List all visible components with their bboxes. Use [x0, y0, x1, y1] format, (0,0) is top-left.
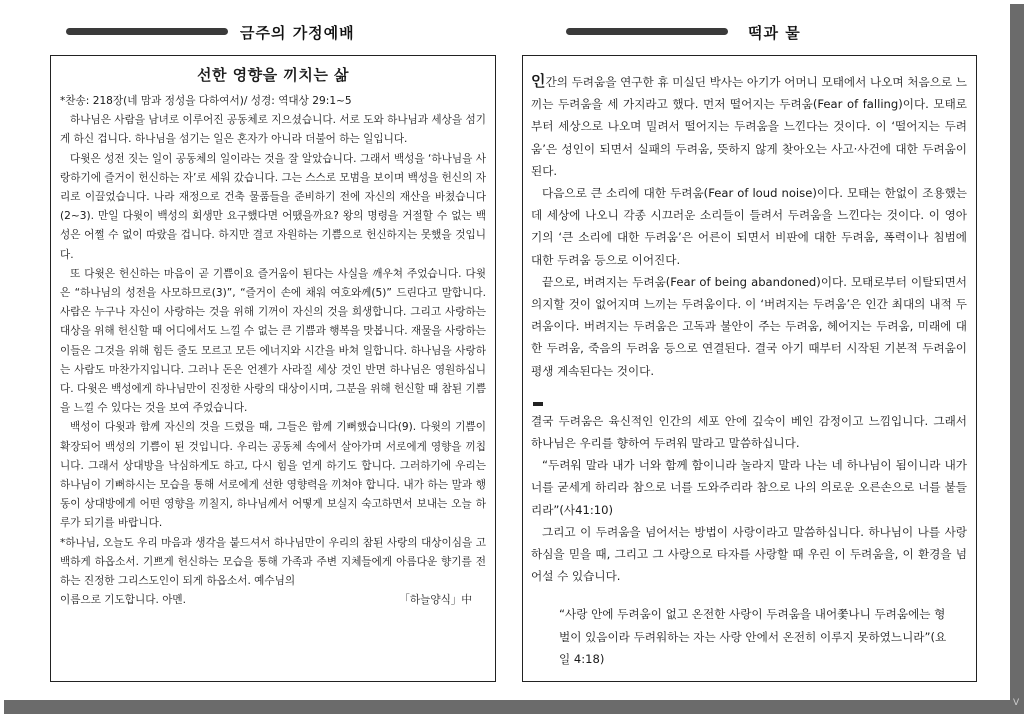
corner-mark: V [1013, 698, 1020, 708]
devotion-paragraph: 다윗은 성전 짓는 일이 공동체의 일이라는 것을 잘 알았습니다. 그래서 백성을 ‘하나님을 사랑하기에 즐거이 헌신하는 자’로 세워 갔습니다. 그는 스스로 모범을 보이며 백성을 헌신의 자리로 이끌었습니다. 나라 재정으로 건축 물품들을 준비하기 전에 자신의 재산을 바쳤습니다(2~3). 만일 다윗이 백성의 회생만 요구했다면 어땠을까요? 왕의 명령을 거절할 수 없는 백성은 어쩔 수 없이 따랐을 겁니다. 하지만 결코 자원하는 기쁨으로 헌신하지는 못했을 것입니다. [60, 152, 486, 261]
right-header-title: 떡과 물 [748, 24, 801, 42]
right-header [566, 22, 866, 42]
prayer-text: *하나님, 오늘도 우리 마음과 생각을 붙드셔서 하나님만이 우리의 참된 사랑의 대상이심을 고백하게 하옵소서. 기쁘게 헌신하는 모습을 통해 가족과 주변 지체들에게 아름다운 향기를 전하는 진정한 그리스도인이 되게 하옵소서. 예수님의 [60, 536, 486, 588]
page-shadow-bottom [4, 700, 1024, 714]
bread-and-water-panel [522, 55, 977, 682]
essay-paragraph: 그리고 이 두려움을 넘어서는 방법이 사랑이라고 말씀하십니다. 하나님이 나를 사랑하심을 믿을 때, 그리고 그 사랑으로 타자를 사랑할 때 우린 이 두려움을, 이 환경을 넘어설 수 있습니다. [531, 524, 967, 584]
hymn-scripture-line: *찬송: 218장(네 맘과 정성을 다하여서)/ 성경: 역대상 29:1~5 [60, 95, 352, 107]
devotion-title: 선한 영향을 끼치는 삶 [196, 66, 350, 84]
devotion-paragraph: 백성이 다윗과 함께 자신의 것을 드렸을 때, 그들은 함께 기뻐했습니다(9). 다윗의 기쁨이 확장되어 백성의 기쁨이 된 것입니다. 우리는 공동체 속에서 살아가며 서로에게 영향을 끼칩니다. 그래서 상대방을 낙심하게도 하고, 다시 힘을 얻게 하기도 합니다. 그러하기에 우리는 하나님이 기뻐하시는 모습을 통해 서로에게 선한 영향력을 끼쳐야 합니다. 내가 하는 말과 행동이 상대방에게 어떤 영향을 끼칠지, 하나님께서 어떻게 보실지 숙고하면서 보내는 오늘 하루가 되기를 바랍니다. [60, 421, 486, 530]
essay-paragraph: 결국 두려움은 육신적인 인간의 세포 안에 깊숙이 베인 감정이고 느낌입니다. 그래서 하나님은 우리를 향하여 두려워 말라고 말씀하십니다. [531, 413, 967, 451]
left-header [66, 22, 396, 42]
essay-paragraph-text: 간의 두려움을 연구한 휴 미실딘 박사는 아기가 어머니 모태에서 나오며 처음으로 느끼는 두려움을 세 가지라고 했다. 먼저 떨어지는 두려움(Fear of falling)이다. 모태로부터 세상으로 나오며 밀려서 떨어지는 두려움을 느낀다는 것이다. 이 ‘떨어지는 두려움’은 성인이 되면서 실패의 두려움, 뜻하지 않게 찾아오는 사고·사건에 대한 두려움이 된다. [531, 75, 967, 178]
right-header-bar [566, 28, 728, 35]
prayer-closing [60, 591, 486, 610]
essay-paragraph: 다음으로 큰 소리에 대한 두려움(Fear of loud noise)이다. 모태는 한없이 조용했는데 세상에 나오니 각종 시끄러운 소리들이 들려서 두려움을 느낀다는 것이다. 이 영아기의 ‘큰 소리에 대한 두려움’은 어른이 되면서 비판에 대한 두려움, 폭력이나 침범에 대한 두려움 등으로 이어진다. [531, 186, 967, 267]
drop-cap: 인 [531, 72, 546, 90]
prayer-end: 이름으로 기도합니다. 아멘. [60, 594, 187, 607]
essay-paragraph: 끝으로, 버려지는 두려움(Fear of being abandoned)이다. 모태로부터 이탈되면서 의지할 것이 없어지며 느끼는 두려움이다. 이 ‘버려지는 두려움’은 인간 최대의 내적 두려움이다. 버려지는 두려움은 고독과 불안이 주는 두려움, 헤어지는 두려움, 미래에 대한 두려움, 죽음의 두려움 등으로 연결된다. 결국 아기 때부터 시작된 기본적 두려움이 평생 계속된다는 것이다. [531, 274, 967, 378]
section-divider-mark [533, 402, 543, 406]
devotion-paragraph: 또 다윗은 헌신하는 마음이 곧 기쁨이요 즐거움이 된다는 사실을 깨우쳐 주었습니다. 다윗은 “하나님의 성전을 사모하므로(3)”, “즐거이 손에 채워 여호와께(5)” 드린다고 말합니다. 사람은 누구나 자신이 사랑하는 것을 위해 기꺼이 자신의 것을 희생합니다. 그리고 사랑하는 대상을 위해 헌신할 때 어디에서도 느낄 수 없는 큰 기쁨과 행복을 맛봅니다. 재물을 사랑하는 이들은 그것을 위해 힘든 줄도 모르고 모든 에너지와 시간을 바쳐 일합니다. 하나님을 사랑하는 사람도 마찬가지입니다. 그러나 돈은 언젠가 사라질 세상 것인 반면 하나님은 영원하십니다. 다윗은 백성에게 하나님만이 진정한 사랑의 대상이시며, 그분을 위해 헌신할 때 참된 기쁨을 느낄 수 있다는 것을 보여 주었습니다. [60, 267, 486, 415]
page-shadow-right [1010, 4, 1024, 714]
scripture-quote-isaiah: “두려워 말라 내가 너와 함께 함이니라 놀라지 말라 나는 네 하나님이 됨이니라 내가 너를 굳세게 하리라 참으로 너를 도와주리라 참으로 나의 의로운 오른손으로 너를 붙들리라”(사41:10) [531, 458, 967, 517]
essay-paragraph-first [531, 70, 967, 182]
left-header-bar-left [66, 28, 228, 35]
devotion-paragraph: 하나님은 사람을 남녀로 이루어진 공동체로 지으셨습니다. 서로 도와 하나님과 세상을 섬기게 하신 겁니다. 하나님을 섬기는 일은 혼자가 아니라 더불어 하는 일입니다. [60, 114, 486, 146]
left-header-title: 금주의 가정예배 [240, 24, 355, 42]
source-citation: 「하늘양식」中 [399, 594, 472, 607]
scripture-quote-1john: “사랑 안에 두려움이 없고 온전한 사랑이 두려움을 내어쫓나니 두려움에는 형벌이 있음이라 두려워하는 자는 사랑 안에서 온전히 이루지 못하였느니라”(요일 4:18) [559, 607, 947, 666]
family-worship-panel [50, 55, 496, 682]
